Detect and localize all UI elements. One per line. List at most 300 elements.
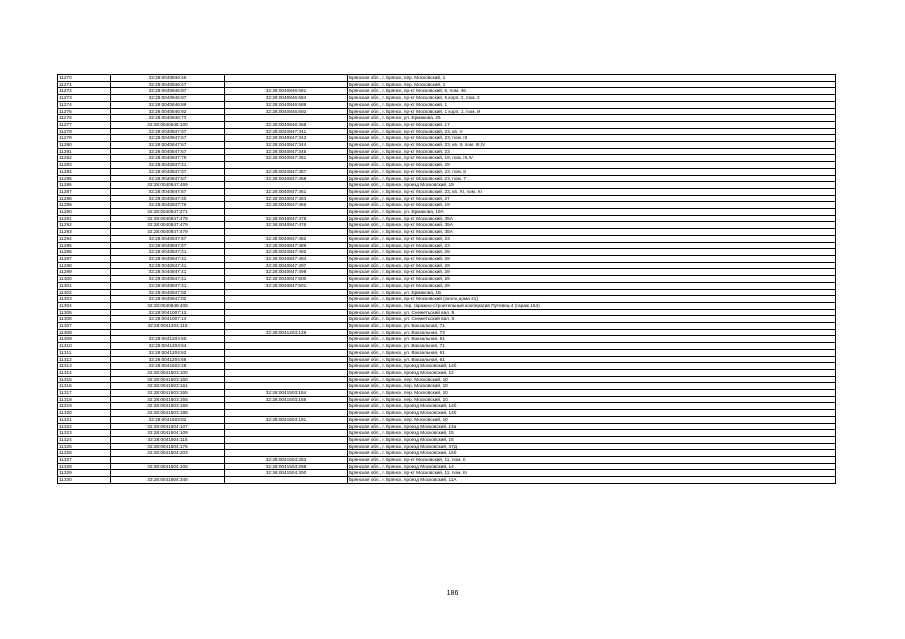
land-cadastral-number-cell: 32:28:0041504:348 [111, 477, 225, 484]
address-cell: Брянская обл., г. Брянск, пер. Московский, 10 [348, 416, 836, 423]
land-cadastral-number-cell [111, 329, 225, 336]
land-cadastral-number-cell: 32:28:0040847:41 [111, 255, 225, 262]
row-number-cell: 11320 [58, 410, 111, 417]
address-cell: Брянская обл., г. Брянск, проезд Московский, 15б [348, 450, 836, 457]
row-number-cell: 11309 [58, 336, 111, 343]
table-row [58, 363, 836, 370]
table-row [58, 75, 836, 82]
row-number-cell: 11307 [58, 323, 111, 330]
address-cell: Брянская обл., г. Брянск, проезд Московский, 15 [348, 436, 836, 443]
object-cadastral-number-cell: 32:28:0041504:298 [225, 463, 348, 470]
address-cell: Брянская обл., г. Брянск, ул. Вокзальная, 71 [348, 323, 836, 330]
object-cadastral-number-cell [225, 296, 348, 303]
address-cell: Брянская обл., г. Брянск, пер. Московский, 1 [348, 81, 836, 88]
address-cell: Брянская обл., г. Брянск, пр-кт Московский, 17 [348, 121, 836, 128]
table-row [58, 81, 836, 88]
object-cadastral-number-cell [225, 369, 348, 376]
row-number-cell: 11306 [58, 316, 111, 323]
address-cell: Брянская обл., г. Брянск, проезд Московский, 14б [348, 363, 836, 370]
table-row [58, 128, 836, 135]
table-row [58, 202, 836, 209]
row-number-cell: 11278 [58, 128, 111, 135]
object-cadastral-number-cell [225, 430, 348, 437]
land-cadastral-number-cell: 32:28:0040847:40 [111, 195, 225, 202]
row-number-cell: 11279 [58, 135, 111, 142]
row-number-cell: 11328 [58, 463, 111, 470]
table-row [58, 443, 836, 450]
land-cadastral-number-cell: 32:28:0040847:479 [111, 222, 225, 229]
table-row [58, 121, 836, 128]
land-cadastral-number-cell: 32:28:0040847:459 [111, 182, 225, 189]
table-row [58, 242, 836, 249]
land-cadastral-number-cell: 32:28:0040847:67 [111, 175, 225, 182]
table-row [58, 336, 836, 343]
object-cadastral-number-cell [225, 343, 348, 350]
address-cell: Брянская обл., г. Брянск, пр-кт Московский, 29 [348, 162, 836, 169]
address-cell: Брянская обл., г. Брянск, тер. гаражно-строительный кооператив Путевец-4 (гараж 154) [348, 302, 836, 309]
land-cadastral-number-cell: 32:28:0041503:155 [111, 396, 225, 403]
object-cadastral-number-cell [225, 436, 348, 443]
address-cell: Брянская обл., г. Брянск, пр-кт Московский, 1 корп. 1, пом. И [348, 108, 836, 115]
table-row [58, 195, 836, 202]
object-cadastral-number-cell: 32:28:0041503:165 [225, 396, 348, 403]
land-cadastral-number-cell: 32:28:0040847:52 [111, 289, 225, 296]
row-number-cell: 11298 [58, 262, 111, 269]
land-cadastral-number-cell: 32:28:0040847:67 [111, 148, 225, 155]
row-number-cell: 11290 [58, 209, 111, 216]
row-number-cell: 11311 [58, 349, 111, 356]
object-cadastral-number-cell: 32:28:0040847:457 [225, 168, 348, 175]
object-cadastral-number-cell [225, 75, 348, 82]
object-cadastral-number-cell: 32:28:0040846:688 [225, 101, 348, 108]
object-cadastral-number-cell [225, 383, 348, 390]
land-cadastral-number-cell: 32:28:0040847:41 [111, 276, 225, 283]
address-cell: Брянская обл., г. Брянск, ул. Вокзальная, 73 [348, 329, 836, 336]
table-row [58, 262, 836, 269]
land-cadastral-number-cell: 32:28:0041503:188 [111, 410, 225, 417]
object-cadastral-number-cell [225, 410, 348, 417]
address-cell: Брянская обл., г. Брянск, ул. Вокзальная, 61 [348, 356, 836, 363]
table-row [58, 436, 836, 443]
address-cell: Брянская обл., г. Брянск, проезд Московский, 47Д [348, 443, 836, 450]
address-cell: Брянская обл., г. Брянск, пер. Московский, 10 [348, 376, 836, 383]
table-row [58, 376, 836, 383]
table-row [58, 229, 836, 236]
address-cell: Брянская обл., г. Брянск, пр-кт Московский, 23, кв. II, пом. III,IV [348, 142, 836, 149]
row-number-cell: 11310 [58, 343, 111, 350]
object-cadastral-number-cell: 32:28:0040847:476 [225, 222, 348, 229]
object-cadastral-number-cell: 32:28:0041503:164 [225, 390, 348, 397]
address-cell: Брянская обл., г. Брянск, пр-кт Московский, 29 [348, 255, 836, 262]
address-cell: Брянская обл., г. Брянск, пр-кт Московский, 19, пом. III,IV [348, 155, 836, 162]
table-row [58, 349, 836, 356]
table-row [58, 215, 836, 222]
land-cadastral-number-cell: 32:28:0040847:67 [111, 142, 225, 149]
land-cadastral-number-cell: 32:28:0040846:87 [111, 95, 225, 102]
row-number-cell: 11330 [58, 477, 111, 484]
object-cadastral-number-cell [225, 162, 348, 169]
table-row [58, 88, 836, 95]
land-cadastral-number-cell: 32:28:0040846:47 [111, 81, 225, 88]
cadastral-table [57, 74, 836, 484]
row-number-cell: 11277 [58, 121, 111, 128]
address-cell: Брянская обл., г. Брянск, пр-кт Московский, 29 [348, 269, 836, 276]
object-cadastral-number-cell [225, 302, 348, 309]
row-number-cell: 11314 [58, 369, 111, 376]
object-cadastral-number-cell [225, 349, 348, 356]
address-cell: Брянская обл., г. Брянск, пр-кт Московский, 5, пом. 36 [348, 88, 836, 95]
object-cadastral-number-cell: 32:28:0040847:497 [225, 262, 348, 269]
address-cell: Брянская обл., г. Брянск, пр-кт Московский, 23 [348, 242, 836, 249]
address-cell: Брянская обл., г. Брянск, ул. Снежетьский вал, 8 [348, 316, 836, 323]
table-row [58, 343, 836, 350]
address-cell: Брянская обл., г. Брянск, проезд Московский, 14 [348, 463, 836, 470]
land-cadastral-number-cell: 32:28:0040847:67 [111, 242, 225, 249]
land-cadastral-number-cell: 32:28:0041504:203 [111, 450, 225, 457]
row-number-cell: 11304 [58, 302, 111, 309]
address-cell: Брянская обл., г. Брянск, ул. Вокзальная, 61 [348, 349, 836, 356]
table-row [58, 457, 836, 464]
address-cell: Брянская обл., г. Брянск, пр-кт Московский, 1 [348, 101, 836, 108]
row-number-cell: 11305 [58, 309, 111, 316]
address-cell: Брянская обл., г. Брянск, пер. Московский, 10 [348, 383, 836, 390]
row-number-cell: 11272 [58, 88, 111, 95]
address-cell: Брянская обл., г. Брянск, проезд Московский, 14а [348, 423, 836, 430]
row-number-cell: 11275 [58, 108, 111, 115]
object-cadastral-number-cell [225, 423, 348, 430]
land-cadastral-number-cell [111, 457, 225, 464]
address-cell: Брянская обл., г. Брянск, пр-кт Московский, 29 [348, 276, 836, 283]
address-cell: Брянская обл., г. Брянск, пр-кт Московский, 29 [348, 282, 836, 289]
table-row [58, 329, 836, 336]
row-number-cell: 11287 [58, 188, 111, 195]
land-cadastral-number-cell: 32:28:0040847:479 [111, 215, 225, 222]
land-cadastral-number-cell: 32:28:0040847:67 [111, 188, 225, 195]
table-body [58, 75, 836, 484]
address-cell: Брянская обл., г. Брянск, ул. Вокзальная, 61 [348, 336, 836, 343]
land-cadastral-number-cell: 32:28:0041504:107 [111, 423, 225, 430]
table-row [58, 142, 836, 149]
table-row [58, 168, 836, 175]
address-cell: Брянская обл., г. Брянск, пр-кт Московский, 23, кв. V [348, 128, 836, 135]
object-cadastral-number-cell [225, 336, 348, 343]
land-cadastral-number-cell: 32:28:0041503:160 [111, 376, 225, 383]
page-number: 186 [446, 590, 459, 597]
object-cadastral-number-cell [225, 182, 348, 189]
table-row [58, 470, 836, 477]
object-cadastral-number-cell [225, 323, 348, 330]
object-cadastral-number-cell [225, 450, 348, 457]
land-cadastral-number-cell: 32:28:0041007:12 [111, 309, 225, 316]
row-number-cell: 11303 [58, 296, 111, 303]
table-row [58, 477, 836, 484]
land-cadastral-number-cell: 32:28:0040846:92 [111, 108, 225, 115]
row-number-cell: 11302 [58, 289, 111, 296]
address-cell: Брянская обл., г. Брянск, проезд Московский, 11А [348, 477, 836, 484]
object-cadastral-number-cell: 32:28:0040847:461 [225, 188, 348, 195]
address-cell: Брянская обл., г. Брянск, ул. Вокзальная, 71 [348, 343, 836, 350]
land-cadastral-number-cell: 32:28:0040846:87 [111, 88, 225, 95]
land-cadastral-number-cell: 32:28:0041204:115 [111, 323, 225, 330]
table-row [58, 430, 836, 437]
object-cadastral-number-cell [225, 376, 348, 383]
address-cell: Брянская обл., г. Брянск, пр-кт Московский, 35А [348, 215, 836, 222]
land-cadastral-number-cell: 32:28:0041503:155 [111, 390, 225, 397]
table-row [58, 390, 836, 397]
row-number-cell: 11322 [58, 423, 111, 430]
table-row [58, 282, 836, 289]
land-cadastral-number-cell: 32:28:0041007:14 [111, 316, 225, 323]
table-row [58, 209, 836, 216]
address-cell: Брянская обл., г. Брянск, ул. Ермакова, 19А [348, 209, 836, 216]
row-number-cell: 11284 [58, 168, 111, 175]
address-cell: Брянская обл., г. Брянск, проезд Московский, 12 [348, 369, 836, 376]
row-number-cell: 11271 [58, 81, 111, 88]
object-cadastral-number-cell: 32:28:0040847:475 [225, 215, 348, 222]
land-cadastral-number-cell: 32:28:0041204:68 [111, 356, 225, 363]
object-cadastral-number-cell [225, 289, 348, 296]
address-cell: Брянская обл., г. Брянск, пр-кт Московский, 35А [348, 229, 836, 236]
address-cell: Брянская обл., г. Брянск, пр-кт Московский (около дома 21) [348, 296, 836, 303]
row-number-cell: 11324 [58, 436, 111, 443]
address-cell: Брянская обл., г. Брянск, проезд Московский, 14б [348, 410, 836, 417]
object-cadastral-number-cell: 32:28:0040847:346 [225, 148, 348, 155]
table-row [58, 162, 836, 169]
land-cadastral-number-cell: 32:28:0040847:67 [111, 168, 225, 175]
object-cadastral-number-cell: 32:28:0040847:466 [225, 202, 348, 209]
object-cadastral-number-cell: 32:28:0040847:489 [225, 242, 348, 249]
land-cadastral-number-cell: 32:28:0040847:67 [111, 128, 225, 135]
row-number-cell: 11327 [58, 457, 111, 464]
object-cadastral-number-cell [225, 81, 348, 88]
row-number-cell: 11283 [58, 162, 111, 169]
object-cadastral-number-cell [225, 316, 348, 323]
land-cadastral-number-cell: 32:28:0041503:169 [111, 403, 225, 410]
row-number-cell: 11291 [58, 215, 111, 222]
table-row [58, 182, 836, 189]
table-row [58, 450, 836, 457]
row-number-cell: 11292 [58, 222, 111, 229]
land-cadastral-number-cell: 32:28:0041502:48 [111, 363, 225, 370]
object-cadastral-number-cell [225, 363, 348, 370]
table-row [58, 403, 836, 410]
row-number-cell: 11294 [58, 235, 111, 242]
address-cell: Брянская обл., г. Брянск, пр-кт Московский, 29 [348, 249, 836, 256]
address-cell: Брянская обл., г. Брянск, пер. Московский, 10 [348, 396, 836, 403]
row-number-cell: 11325 [58, 443, 111, 450]
row-number-cell: 11300 [58, 276, 111, 283]
row-number-cell: 11315 [58, 376, 111, 383]
table-row [58, 289, 836, 296]
land-cadastral-number-cell: 32:28:0041503:100 [111, 369, 225, 376]
object-cadastral-number-cell: 32:28:0040847:482 [225, 235, 348, 242]
row-number-cell: 11308 [58, 329, 111, 336]
row-number-cell: 11270 [58, 75, 111, 82]
address-cell: Брянская обл., г. Брянск, ул. Ермакова, 25 [348, 115, 836, 122]
row-number-cell: 11293 [58, 229, 111, 236]
object-cadastral-number-cell [225, 229, 348, 236]
address-cell: Брянская обл., г. Брянск, пр-кт Московский, 23, пом. 8 [348, 168, 836, 175]
row-number-cell: 11297 [58, 255, 111, 262]
row-number-cell: 11321 [58, 416, 111, 423]
table-row [58, 148, 836, 155]
address-cell: Брянская обл., г. Брянск, пр-кт Московский, 23, пом. 7 [348, 175, 836, 182]
row-number-cell: 11329 [58, 470, 111, 477]
row-number-cell: 11289 [58, 202, 111, 209]
land-cadastral-number-cell: 32:28:0040846:89 [111, 101, 225, 108]
row-number-cell: 11323 [58, 430, 111, 437]
land-cadastral-number-cell: 32:28:0041503:161 [111, 383, 225, 390]
land-cadastral-number-cell: 32:28:0041504:105 [111, 463, 225, 470]
table-row [58, 155, 836, 162]
table-row [58, 269, 836, 276]
object-cadastral-number-cell: 32:28:0041504:283 [225, 457, 348, 464]
land-cadastral-number-cell: 32:28:0040847:67 [111, 235, 225, 242]
row-number-cell: 11312 [58, 356, 111, 363]
address-cell: Брянская обл., г. Брянск, пр-кт Московский, 11, пом. III [348, 470, 836, 477]
object-cadastral-number-cell: 32:28:0040847:494 [225, 255, 348, 262]
table-row [58, 396, 836, 403]
object-cadastral-number-cell: 32:28:0040846:368 [225, 121, 348, 128]
table-row [58, 115, 836, 122]
table-row [58, 101, 836, 108]
row-number-cell: 11296 [58, 249, 111, 256]
address-cell: Брянская обл., г. Брянск, проезд Московский, 15 [348, 430, 836, 437]
land-cadastral-number-cell: 32:28:0041504:115 [111, 436, 225, 443]
table-row [58, 416, 836, 423]
object-cadastral-number-cell [225, 115, 348, 122]
row-number-cell: 11319 [58, 403, 111, 410]
land-cadastral-number-cell: 32:28:0040847:82 [111, 296, 225, 303]
land-cadastral-number-cell: 32:28:0040847:41 [111, 269, 225, 276]
table-row [58, 296, 836, 303]
land-cadastral-number-cell: 32:28:0040847:471 [111, 209, 225, 216]
address-cell: Брянская обл., г. Брянск, ул. Ермакова, 1Б [348, 289, 836, 296]
address-cell: Брянская обл., г. Брянск, ул. Снежетьский вал, 8 [348, 309, 836, 316]
table-row [58, 249, 836, 256]
land-cadastral-number-cell: 32:28:0040847:67 [111, 135, 225, 142]
land-cadastral-number-cell: 32:28:0041504:109 [111, 430, 225, 437]
row-number-cell: 11299 [58, 269, 111, 276]
row-number-cell: 11326 [58, 450, 111, 457]
row-number-cell: 11273 [58, 95, 111, 102]
land-cadastral-number-cell: 32:28:0040847:41 [111, 262, 225, 269]
table-row [58, 356, 836, 363]
table-row [58, 255, 836, 262]
object-cadastral-number-cell: 32:28:0040846:681 [225, 88, 348, 95]
address-cell: Брянская обл., г. Брянск, пр-кт Московский, 23, кв. XI, пом. XI [348, 188, 836, 195]
address-cell: Брянская обл., г. Брянск, проезд Московский, 19 [348, 182, 836, 189]
row-number-cell: 11295 [58, 242, 111, 249]
object-cadastral-number-cell: 32:28:0040847:458 [225, 175, 348, 182]
address-cell: Брянская обл., г. Брянск, пр-кт Московский, 35А [348, 222, 836, 229]
object-cadastral-number-cell: 32:28:0040847:492 [225, 249, 348, 256]
land-cadastral-number-cell: 32:28:0040847:479 [111, 229, 225, 236]
object-cadastral-number-cell [225, 443, 348, 450]
address-cell: Брянская обл., г. Брянск, проезд Московский, 14б [348, 403, 836, 410]
row-number-cell: 11280 [58, 142, 111, 149]
land-cadastral-number-cell: 32:28:0040846:73 [111, 115, 225, 122]
object-cadastral-number-cell [225, 209, 348, 216]
address-cell: Брянская обл., г. Брянск, пр-кт Московский, 27 [348, 195, 836, 202]
table-row [58, 383, 836, 390]
object-cadastral-number-cell: 32:28:0040847:500 [225, 276, 348, 283]
table-row [58, 463, 836, 470]
address-cell: Брянская обл., г. Брянск, пр-кт Московский, 29 [348, 262, 836, 269]
address-cell: Брянская обл., г. Брянск, пр-кт Московский, 19 [348, 202, 836, 209]
row-number-cell: 11301 [58, 282, 111, 289]
address-cell: Брянская обл., г. Брянск, пр-кт Московский, 23, пом. III [348, 135, 836, 142]
table-row [58, 302, 836, 309]
row-number-cell: 11318 [58, 396, 111, 403]
address-cell: Брянская обл., г. Брянск, пер. Московский, 10 [348, 390, 836, 397]
object-cadastral-number-cell: 32:28:0040847:341 [225, 128, 348, 135]
object-cadastral-number-cell: 32:28:0040846:684 [225, 95, 348, 102]
land-cadastral-number-cell: 32:28:0040847:41 [111, 249, 225, 256]
land-cadastral-number-cell: 32:28:0041204:54 [111, 343, 225, 350]
object-cadastral-number-cell [225, 403, 348, 410]
address-cell: Брянская обл., г. Брянск, пр-кт Московский, 5 корп. 2, пом. 2 [348, 95, 836, 102]
object-cadastral-number-cell: 32:28:0040846:692 [225, 108, 348, 115]
land-cadastral-number-cell: 32:28:0040847:41 [111, 282, 225, 289]
object-cadastral-number-cell: 32:28:0040847:463 [225, 195, 348, 202]
table-row [58, 135, 836, 142]
land-cadastral-number-cell: 32:28:0041503:82 [111, 416, 225, 423]
land-cadastral-number-cell: 32:28:0040847:41 [111, 162, 225, 169]
object-cadastral-number-cell [225, 356, 348, 363]
table-row [58, 423, 836, 430]
land-cadastral-number-cell: 32:28:0041204:50 [111, 336, 225, 343]
land-cadastral-number-cell: 32:28:0040847:76 [111, 155, 225, 162]
address-cell: Брянская обл., г. Брянск, пр-кт Московский, 23 [348, 148, 836, 155]
table-row [58, 222, 836, 229]
table-row [58, 108, 836, 115]
object-cadastral-number-cell: 32:28:0041504:300 [225, 470, 348, 477]
table-row [58, 276, 836, 283]
row-number-cell: 11316 [58, 383, 111, 390]
address-cell: Брянская обл., г. Брянск, пр-кт Московский, 11, пом. II [348, 457, 836, 464]
table-row [58, 175, 836, 182]
object-cadastral-number-cell: 32:28:0041204:126 [225, 329, 348, 336]
table-row [58, 316, 836, 323]
row-number-cell: 11276 [58, 115, 111, 122]
table-row [58, 309, 836, 316]
object-cadastral-number-cell: 32:28:0040847:343 [225, 135, 348, 142]
row-number-cell: 11288 [58, 195, 111, 202]
address-cell: Брянская обл., г. Брянск, пер. Московский, 1 [348, 75, 836, 82]
land-cadastral-number-cell [111, 470, 225, 477]
row-number-cell: 11282 [58, 155, 111, 162]
object-cadastral-number-cell: 32:28:0040847:344 [225, 142, 348, 149]
row-number-cell: 11281 [58, 148, 111, 155]
row-number-cell: 11317 [58, 390, 111, 397]
row-number-cell: 11313 [58, 363, 111, 370]
table-row [58, 323, 836, 330]
row-number-cell: 11286 [58, 182, 111, 189]
land-cadastral-number-cell: 32:28:0040846:45 [111, 75, 225, 82]
land-cadastral-number-cell: 32:28:0040848:408 [111, 302, 225, 309]
land-cadastral-number-cell: 32:28:0041204:62 [111, 349, 225, 356]
row-number-cell: 11285 [58, 175, 111, 182]
object-cadastral-number-cell: 32:28:0040847:501 [225, 282, 348, 289]
object-cadastral-number-cell [225, 477, 348, 484]
land-cadastral-number-cell: 32:28:0040846:100 [111, 121, 225, 128]
object-cadastral-number-cell: 32:28:0040847:498 [225, 269, 348, 276]
table-row [58, 235, 836, 242]
table-row [58, 410, 836, 417]
table-row [58, 369, 836, 376]
address-cell: Брянская обл., г. Брянск, пр-кт Московский, 23 [348, 235, 836, 242]
